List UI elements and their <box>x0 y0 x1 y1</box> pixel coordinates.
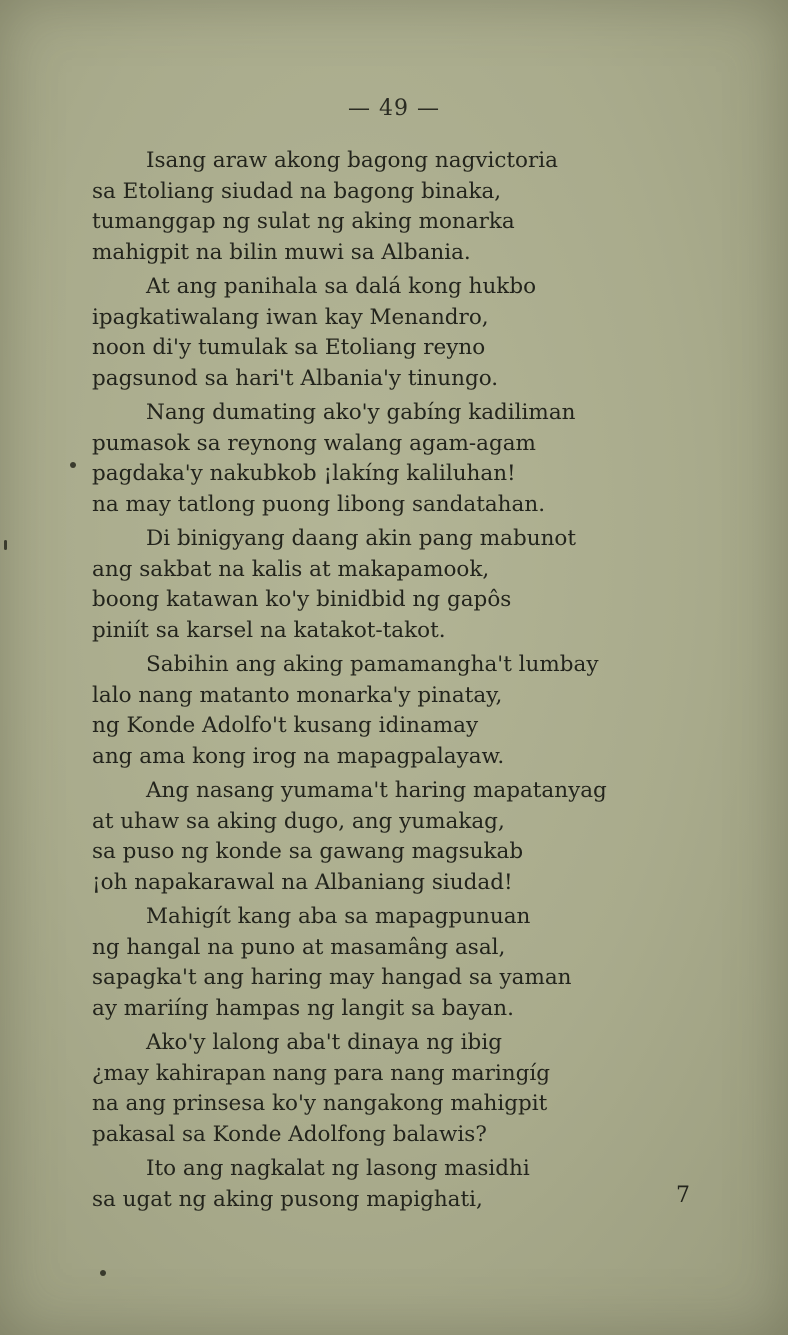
stanza-4 <box>92 524 702 646</box>
stanza-line: pagdaka'y nakubkob ¡lakíng kaliluhan! <box>92 461 516 486</box>
stanza-line: sa puso ng konde sa gawang magsukab <box>92 839 524 864</box>
stanza-5 <box>92 650 702 772</box>
stanza-line: tumanggap ng sulat ng aking monarka <box>92 209 515 234</box>
stanza-line: Ang nasang yumama't haring mapatanyag <box>146 778 607 803</box>
stanza-line: noon di'y tumulak sa Etoliang reyno <box>92 335 486 360</box>
stanza-line: Ako'y lalong aba't dinaya ng ibig <box>146 1030 502 1055</box>
stanza-1 <box>92 146 702 268</box>
stanza-3 <box>92 398 702 520</box>
stanza-line: Di binigyang daang akin pang mabunot <box>146 526 576 551</box>
stanza-line: Nang dumating ako'y gabíng kadiliman <box>146 400 576 425</box>
page-number: — 49 — <box>348 96 440 121</box>
stanza-6 <box>92 776 702 898</box>
stanza-line: Ito ang nagkalat ng lasong masidhi <box>146 1156 530 1181</box>
stanza-line: na ang prinsesa ko'y nangakong mahigpit <box>92 1091 548 1116</box>
stanza-line: ang ama kong irog na mapagpalayaw. <box>92 743 505 769</box>
stanza-line: ipagkatiwalang iwan kay Menandro, <box>92 304 489 330</box>
stanza-line: At ang panihala sa dalá kong hukbo <box>146 274 537 299</box>
stanza-line: sa ugat ng aking pusong mapighati, <box>92 1186 483 1212</box>
stanza-9 <box>92 1154 702 1215</box>
stanza-line: lalo nang matanto monarka'y pinatay, <box>92 682 503 708</box>
stanza-line: mahigpit na bilin muwi sa Albania. <box>92 239 471 265</box>
stanza-8 <box>92 1028 702 1150</box>
stanza-line: Mahigít kang aba sa mapagpunuan <box>146 904 531 929</box>
stanza-line: ¡oh napakarawal na Albaniang siudad! <box>92 869 513 895</box>
poem-body <box>92 146 702 1219</box>
stanza-line: pakasal sa Konde Adolfong balawis? <box>92 1121 487 1147</box>
ink-speck <box>70 462 76 468</box>
stanza-7 <box>92 902 702 1024</box>
stanza-line: sa Etoliang siudad na bagong binaka, <box>92 178 502 204</box>
stanza-line: piniít sa karsel na katakot-takot. <box>92 617 446 643</box>
signature-mark: 7 <box>676 1183 690 1208</box>
ink-speck <box>4 540 7 550</box>
stanza-line: Isang araw akong bagong nagvictoria <box>146 148 558 173</box>
stanza-line: ang sakbat na kalis at makapamook, <box>92 556 490 582</box>
ink-speck <box>100 1270 106 1276</box>
stanza-line: ay mariíng hampas ng langit sa bayan. <box>92 995 514 1021</box>
stanza-line: boong katawan ko'y binidbid ng gapôs <box>92 587 512 612</box>
stanza-line: ¿may kahirapan nang para nang maringíg <box>92 1060 550 1086</box>
stanza-line: ng Konde Adolfo't kusang idinamay <box>92 713 479 738</box>
stanza-line: Sabihin ang aking pamamangha't lumbay <box>146 652 599 677</box>
stanza-line: ng hangal na puno at masamâng asal, <box>92 934 506 960</box>
stanza-line: at uhaw sa aking dugo, ang yumakag, <box>92 808 505 834</box>
stanza-line: pumasok sa reynong walang agam-agam <box>92 430 536 456</box>
stanza-line: pagsunod sa hari't Albania'y tinungo. <box>92 365 499 391</box>
stanza-2 <box>92 272 702 394</box>
stanza-line: sapagka't ang haring may hangad sa yaman <box>92 965 572 990</box>
stanza-line: na may tatlong puong libong sandatahan. <box>92 491 546 517</box>
